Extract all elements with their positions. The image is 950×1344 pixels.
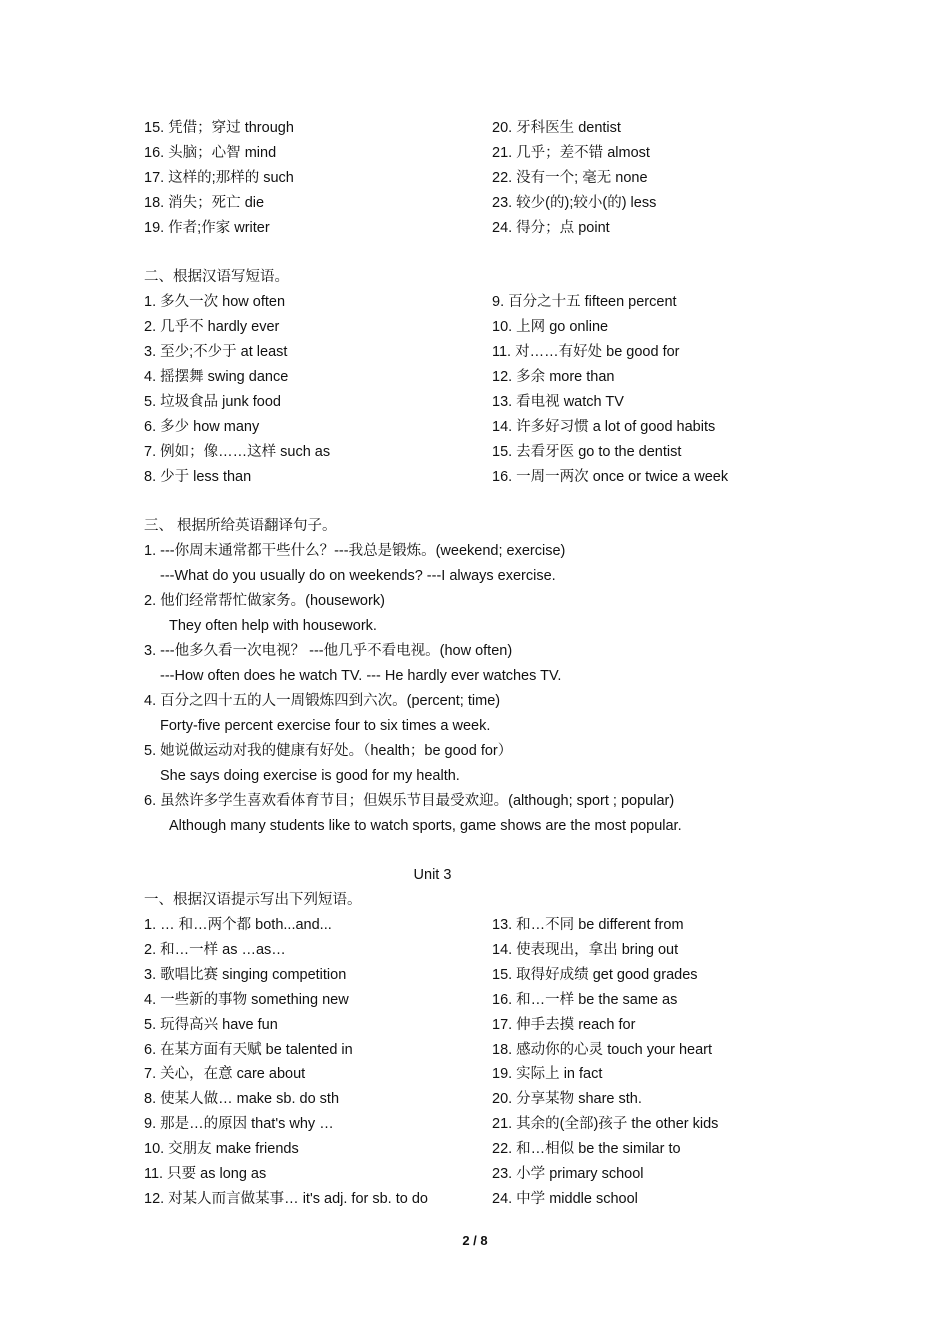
section-3-title: 三、 根据所给英语翻译句子。 (144, 518, 337, 534)
phrase-item: 18. 感动你的心灵 touch your heart (492, 1042, 712, 1058)
phrase-item: 3. 歌唱比赛 singing competition (144, 967, 347, 983)
translation-question: 5. 她说做运动对我的健康有好处。（health；be good for） (144, 743, 513, 759)
phrase-item: 16. 一周一两次 once or twice a week (492, 469, 729, 485)
vocab-item: 24. 得分；点 point (492, 220, 610, 236)
phrase-item: 1. … 和…两个都 both...and... (144, 917, 332, 933)
phrase-item: 2. 和…一样 as …as… (144, 942, 286, 958)
phrase-item: 10. 上网 go online (492, 319, 609, 335)
phrase-item: 21. 其余的(全部)孩子 the other kids (492, 1116, 719, 1132)
translation-answer: ---What do you usually do on weekends? ---I always exercise. (160, 568, 556, 584)
phrase-item: 7. 例如；像……这样 such as (144, 444, 331, 460)
phrase-item: 22. 和…相似 be the similar to (492, 1141, 681, 1157)
phrase-item: 4. 摇摆舞 swing dance (144, 369, 289, 385)
translation-question: 2. 他们经常帮忙做家务。(housework) (144, 593, 385, 609)
phrase-item: 1. 多久一次 how often (144, 294, 286, 310)
vocab-item: 20. 牙科医生 dentist (492, 120, 621, 136)
phrase-item: 6. 多少 how many (144, 419, 260, 435)
vocab-item: 22. 没有一个; 毫无 none (492, 170, 648, 186)
phrase-item: 24. 中学 middle school (492, 1191, 638, 1207)
phrase-item: 17. 伸手去摸 reach for (492, 1017, 636, 1033)
vocab-item: 15. 凭借；穿过 through (144, 120, 294, 136)
page-number: 2 / 8 (462, 1233, 488, 1248)
phrase-item: 14. 使表现出，拿出 bring out (492, 942, 679, 958)
phrase-item: 7. 关心，在意 care about (144, 1066, 306, 1082)
phrase-item: 13. 和…不同 be different from (492, 917, 684, 933)
vocab-item: 21. 几乎；差不错 almost (492, 145, 650, 161)
phrase-item: 6. 在某方面有天赋 be talented in (144, 1042, 353, 1058)
phrase-item: 5. 玩得高兴 have fun (144, 1017, 278, 1033)
translation-answer: They often help with housework. (169, 618, 377, 634)
phrase-item: 16. 和…一样 be the same as (492, 992, 678, 1008)
phrase-item: 4. 一些新的事物 something new (144, 992, 349, 1008)
phrase-item: 11. 对……有好处 be good for (492, 344, 680, 360)
phrase-item: 19. 实际上 in fact (492, 1066, 603, 1082)
phrase-item: 10. 交朋友 make friends (144, 1141, 299, 1157)
translation-question: 1. ---你周末通常都干些什么？---我总是锻炼。(weekend; exercise) (144, 543, 566, 559)
phrase-item: 5. 垃圾食品 junk food (144, 394, 281, 410)
translation-answer: Forty-five percent exercise four to six times a week. (160, 718, 491, 734)
phrase-item: 15. 取得好成绩 get good grades (492, 967, 698, 983)
phrase-item: 12. 对某人而言做某事… it's adj. for sb. to do (144, 1191, 428, 1207)
translation-question: 3. ---他多久看一次电视？ ---他几乎不看电视。(how often) (144, 643, 513, 659)
vocab-item: 19. 作者;作家 writer (144, 220, 270, 236)
phrase-item: 3. 至少;不少于 at least (144, 344, 288, 360)
translation-answer: ---How often does he watch TV. --- He hardly ever watches TV. (160, 668, 562, 684)
phrase-item: 12. 多余 more than (492, 369, 615, 385)
section-2-title: 二、根据汉语写短语。 (144, 269, 289, 285)
phrase-item: 15. 去看牙医 go to the dentist (492, 444, 682, 460)
phrase-item: 20. 分享某物 share sth. (492, 1091, 642, 1107)
translation-answer: Although many students like to watch sports, game shows are the most popular. (169, 818, 682, 834)
unit-section-title: 一、根据汉语提示写出下列短语。 (144, 892, 362, 908)
phrase-item: 8. 使某人做… make sb. do sth (144, 1091, 340, 1107)
vocab-item: 23. 较少(的);较小(的) less (492, 195, 657, 211)
translation-question: 4. 百分之四十五的人一周锻炼四到六次。(percent; time) (144, 693, 501, 709)
phrase-item: 13. 看电视 watch TV (492, 394, 624, 410)
phrase-item: 9. 那是…的原因 that's why … (144, 1116, 334, 1132)
translation-question: 6. 虽然许多学生喜欢看体育节目；但娱乐节目最受欢迎。(although; sport ; popular) (144, 793, 675, 809)
phrase-item: 2. 几乎不 hardly ever (144, 319, 280, 335)
phrase-item: 8. 少于 less than (144, 469, 252, 485)
vocab-item: 16. 头脑；心智 mind (144, 145, 277, 161)
unit-title: Unit 3 (413, 867, 452, 883)
phrase-item: 9. 百分之十五 fifteen percent (492, 294, 677, 310)
phrase-item: 11. 只要 as long as (144, 1166, 267, 1182)
vocab-item: 18. 消失；死亡 die (144, 195, 265, 211)
vocab-item: 17. 这样的;那样的 such (144, 170, 294, 186)
phrase-item: 23. 小学 primary school (492, 1166, 644, 1182)
translation-answer: She says doing exercise is good for my health. (160, 768, 460, 784)
phrase-item: 14. 许多好习惯 a lot of good habits (492, 419, 716, 435)
